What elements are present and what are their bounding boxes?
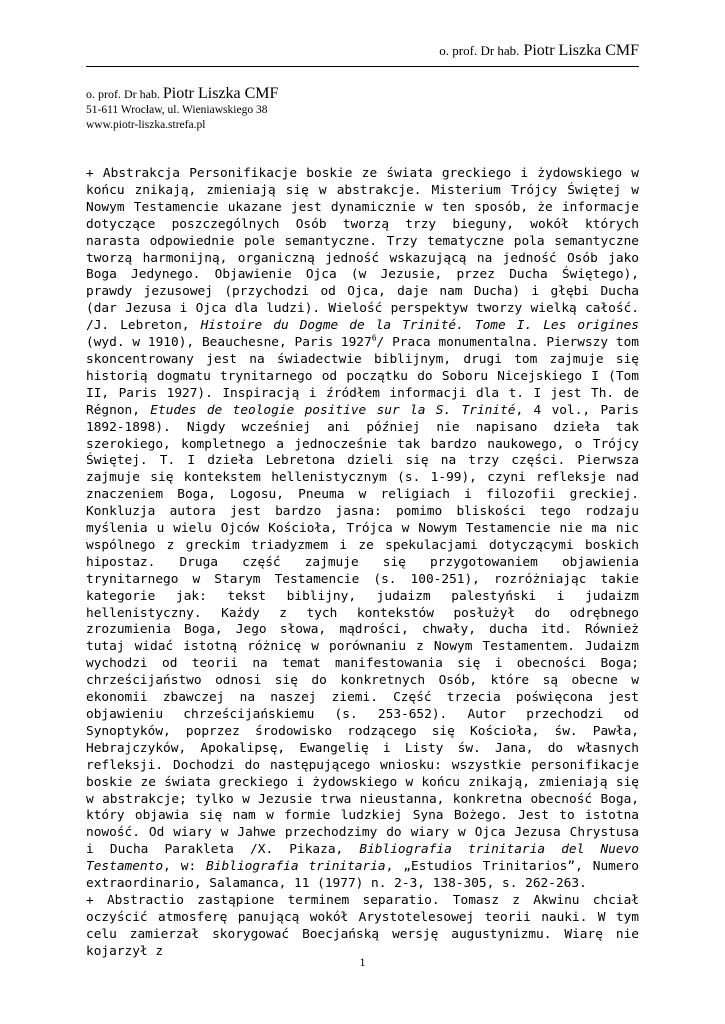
header-author-name: Piotr Liszka CMF	[523, 42, 639, 59]
author-address-block	[86, 86, 278, 133]
book-title: Etudes de teologie positive sur la S. Trinité	[150, 402, 516, 418]
author-website: www.piotr-liszka.strefa.pl	[86, 119, 206, 131]
book-title: Histoire du Dogme de la Trinité. Tome I. Les origines	[200, 318, 639, 334]
paragraph-abstractio: + Abstractio zastąpione terminem separatio. Tomasz z Akwinu chciał oczyścić atmosferę panującą wokół Arystotelesowej teorii nauki. W tym celu zamierzał skorygować Boecjańską wersję augustynizmu. Wiarę nie kojarzył z	[86, 892, 639, 959]
body-text	[86, 166, 639, 961]
text-run: (wyd. w 1910), Beauchesne, Paris 1927	[86, 335, 372, 351]
running-header	[439, 42, 639, 60]
author-prefix: o. prof. Dr hab.	[86, 87, 160, 101]
book-title: Bibliografia trinitaria del Nuevo Testamento	[86, 842, 639, 875]
author-line	[86, 86, 278, 103]
author-street: 51-611 Wrocław, ul. Wieniawskiego 38	[86, 104, 268, 116]
text-run: , „Estudios Trinitarios”, Numero extraordinario, Salamanca, 11 (1977) n. 2-3, 138-305, s. 262-263.	[86, 859, 640, 892]
book-title: Bibliografia trinitaria	[206, 859, 386, 875]
text-run: + Abstrakcja Personifikacje boskie ze świata greckiego i żydowskiego w końcu znikają, zmieniają się w abstrakcje. Misterium Trójcy Świętej w Nowym Testamencie ukazane jest dynamicznie w ten sposób, że informacje dotyczące poszczególnych Osób tworzą trzy bieguny, wokół których narasta odpowiednie pole semantyczne. Trzy tematyczne pola semantyczne tworzą harmonijną, organiczną jedność wskazującą na jedność Osób jako Boga Jedynego. Objawienie Ojca (w Jezusie, przez Ducha Świętego), prawdy jezusowej (przychodzi od Ojca, daje nam Ducha) i głębi Ducha (dar Jezusa i Ojca dla ludzi). Wielość perspektyw tworzy wielką całość. /J. Lebreton,	[86, 166, 639, 334]
paragraph-abstrakcja	[86, 166, 639, 893]
text-run: , 4 vol., Paris 1892-1898). Nigdy wcześniej ani później nie napisano dzieła tak szerokiego, kompletnego a jednocześnie tak bardzo naukowego, o Trójcy Świętej. T. I dzieła Lebretona dzieli się na trzy części. Pierwsza zajmuje się kontekstem hellenistycznym (s. 1-99), czyni refleksje nad znaczeniem Boga, Logosu, Pneuma w religiach i filozofii greckiej. Konkluzja autora jest bardzo jasna: pomimo bliskości tego rodzaju myślenia u wielu Ojców Kościoła, Trójca w Nowym Testamencie nie ma nic wspólnego z greckim triadyzmem i ze spekulacjami dotyczącymi boskich hipostaz. Druga część zajmuje się przygotowaniem objawienia trynitarnego w Starym Testamencie (s. 100-251), rozróżniając takie kategorie jak: tekst biblijny, judaizm palestyński i judaizm hellenistyczny. Każdy z tych kontekstów posłużył do odrębnego zrozumienia Boga, Jego słowa, mądrości, chwały, ducha itd. Również tutaj widać istotną różnicę w porównaniu z Nowym Testamentem. Judaizm wychodzi od teorii na temat manifestowania się i obecności Boga; chrześcijaństwo odnosi się do konkretnych Osób, które są obecne w ekonomii zbawczej na naszej ziemi. Część trzecia poświęcona jest objawieniu chrześcijańskiemu (s. 253-652). Autor przechodzi od Synoptyków, poprzez środowisko rodzącego się Kościoła, św. Pawła, Hebrajczyków, Apokalipsę, Ewangelię i Listy św. Jana, do własnych refleksji. Dochodzi do następującego wniosku: wszystkie personifikacje boskie ze świata greckiego i żydowskiego w końcu znikają, zmieniają się w abstrakcje; tylko w Jezusie trwa nieustanna, konkretna obecność Boga, który objawia się nam w formie ludzkiej Syna Bożego. Jest to istotna nowość. Od wiary w Jahwe przechodzimy do wiary w Ojca Jezusa Chrystusa i Ducha Parakleta /X. Pikaza,	[86, 402, 639, 858]
author-name: Piotr Liszka CMF	[162, 85, 279, 102]
page-number: 1	[359, 955, 366, 969]
edition-superscript: 6	[371, 333, 377, 343]
header-divider	[86, 66, 639, 67]
text-run: , w:	[163, 859, 207, 875]
text-run: / Praca monumentalna. Pierwszy tom skoncentrowany jest na świadectwie biblijnym, drugi tom zajmuje się historią dogmatu trynitarnego od początku do Soboru Nicejskiego I (Tom II, Paris 1927). Inspiracją i źródłem informacji dla t. I jest Th. de Régnon,	[86, 335, 640, 418]
header-author-prefix: o. prof. Dr hab.	[439, 43, 520, 58]
